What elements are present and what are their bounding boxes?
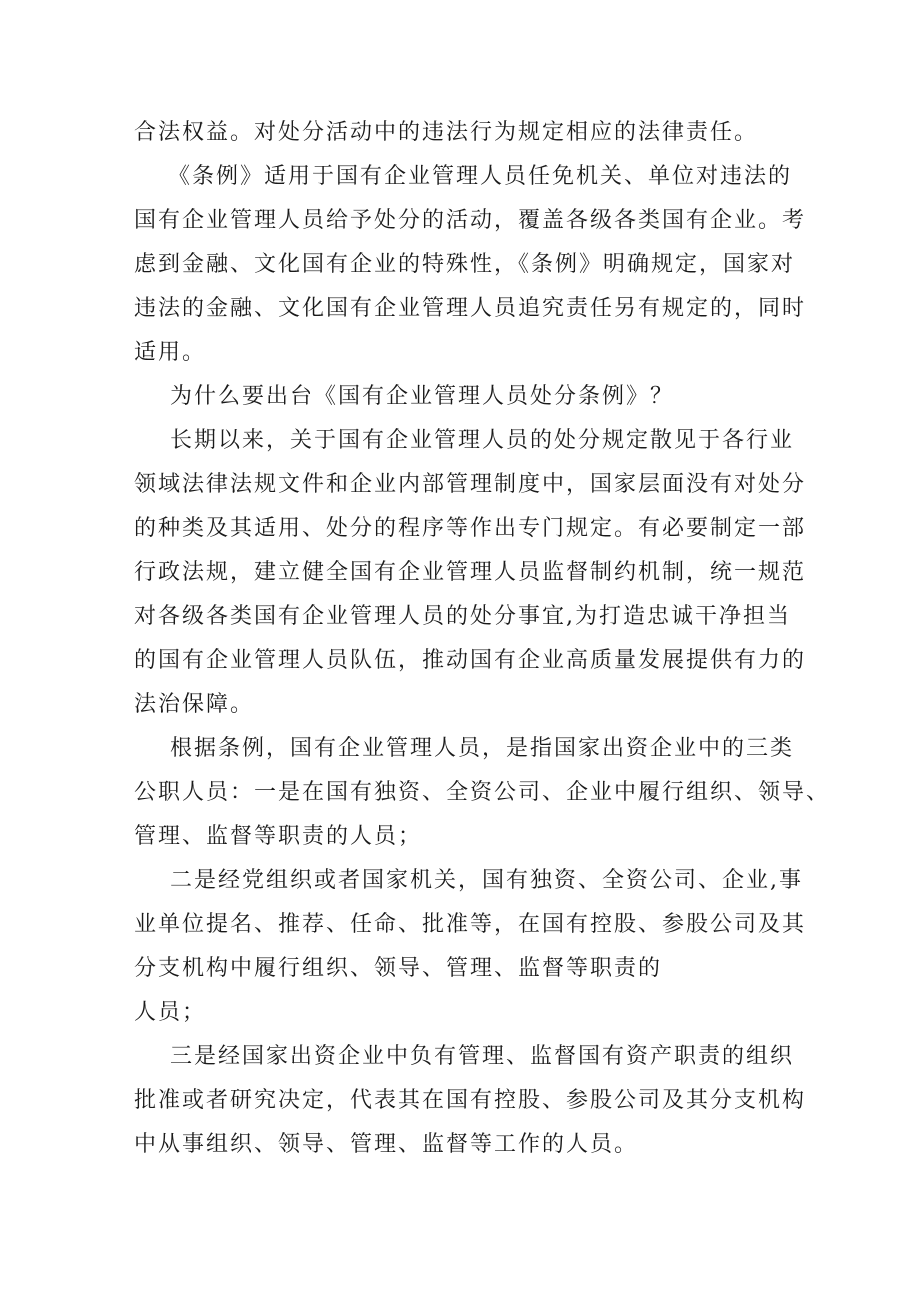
paragraph-line: 批准或者研究决定，代表其在国有控股、参股公司及其分支机构: [134, 1088, 807, 1113]
paragraph-line: 对各级各类国有企业管理人员的处分事宜,为打造忠诚干净担当: [134, 604, 791, 629]
paragraph-line: 国有企业管理人员给予处分的活动，覆盖各级各类国有企业。考: [134, 208, 807, 233]
paragraph-line: 行政法规，建立健全国有企业管理人员监督制约机制，统一规范: [134, 560, 807, 585]
paragraph-line: 分支机构中履行组织、领导、管理、监督等职责的: [134, 956, 663, 981]
paragraph-line: 法治保障。: [134, 692, 255, 717]
paragraph-line: 人员；: [134, 1000, 207, 1025]
paragraph-line: 根据条例，国有企业管理人员，是指国家出资企业中的三类: [170, 736, 795, 761]
paragraph-line: 领域法律法规文件和企业内部管理制度中，国家层面没有对处分: [134, 472, 807, 497]
section-question-heading: 为什么要出台《国有企业管理人员处分条例》？: [170, 384, 675, 409]
paragraph-line: 的国有企业管理人员队伍，推动国有企业高质量发展提供有力的: [134, 648, 807, 673]
paragraph-line: 长期以来，关于国有企业管理人员的处分规定散见于各行业: [170, 428, 795, 453]
paragraph-line: 虑到金融、文化国有企业的特殊性，《条例》明确规定，国家对: [134, 252, 796, 277]
paragraph-line: 适用。: [134, 340, 207, 365]
paragraph-line: 二是经党组织或者国家机关，国有独资、全资公司、企业,事: [170, 868, 803, 893]
paragraph-line: 公职人员：一是在国有独资、全资公司、企业中履行组织、领导、: [134, 780, 831, 805]
paragraph-line: 违法的金融、文化国有企业管理人员追究责任另有规定的，同时: [134, 296, 807, 321]
paragraph-line: 管理、监督等职责的人员；: [134, 824, 423, 849]
paragraph-line: 业单位提名、推荐、任命、批准等，在国有控股、参股公司及其: [134, 912, 807, 937]
paragraph-line: 《条例》适用于国有企业管理人员任免机关、单位对违法的: [168, 164, 793, 189]
paragraph-line: 中从事组织、领导、管理、监督等工作的人员。: [134, 1132, 639, 1157]
paragraph-line: 合法权益。对处分活动中的违法行为规定相应的法律责任。: [134, 120, 759, 145]
paragraph-line: 的种类及其适用、处分的程序等作出专门规定。有必要制定一部: [134, 516, 807, 541]
paragraph-line: 三是经国家出资企业中负有管理、监督国有资产职责的组织: [170, 1044, 795, 1069]
